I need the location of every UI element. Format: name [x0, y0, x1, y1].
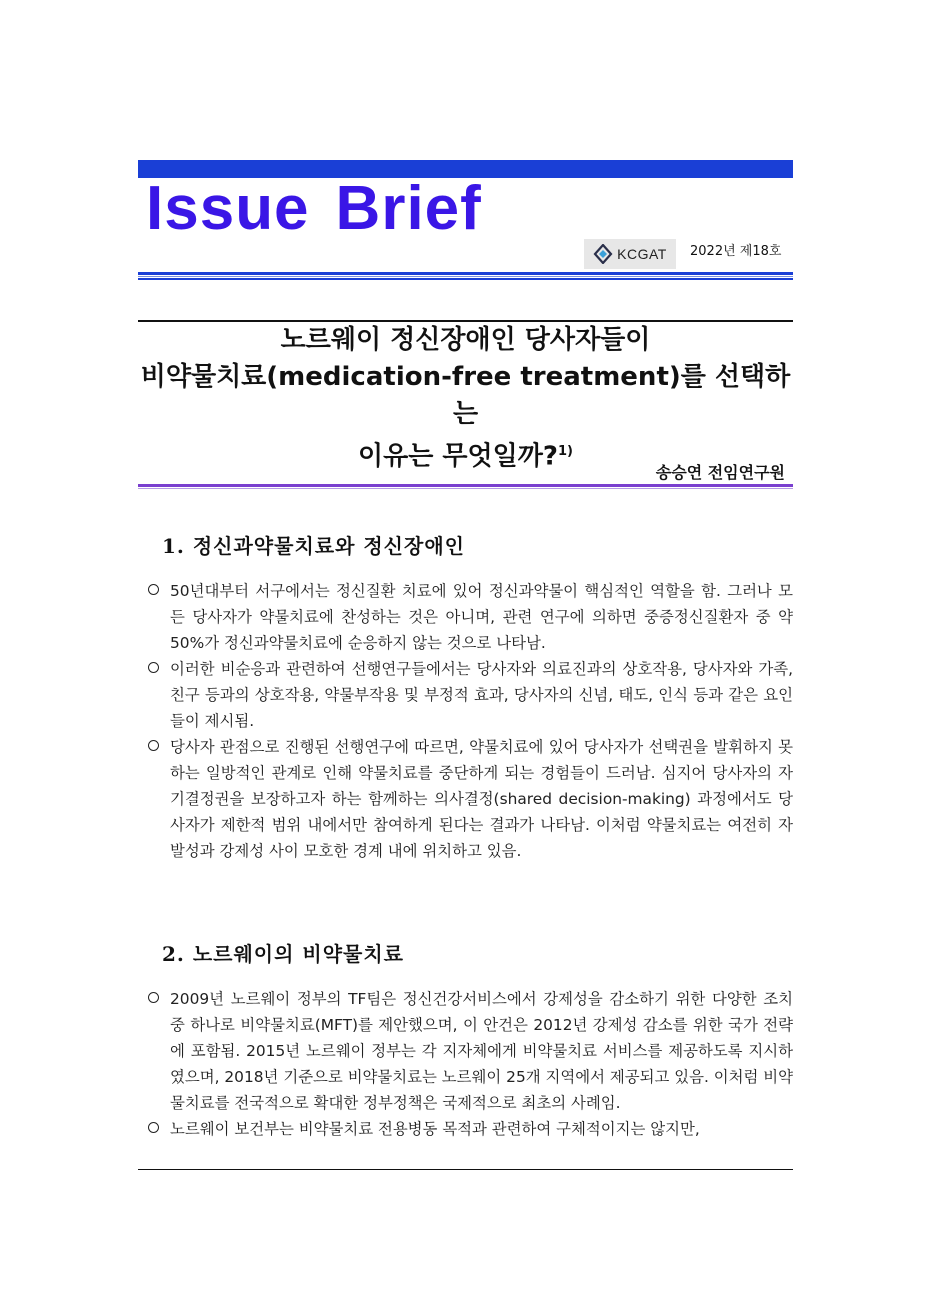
kcgat-logo-icon	[593, 244, 613, 264]
author-divider	[138, 484, 793, 487]
section-2-bullets	[138, 986, 793, 1142]
issue-number: 2022년 제18호	[690, 244, 782, 259]
circle-bullet-icon	[148, 740, 159, 751]
issue-brief-title	[146, 174, 482, 244]
list-item	[138, 986, 793, 1116]
bullet-text: 노르웨이 보건부는 비약물치료 전용병동 목적과 관련하여 구체적이지는 않지만,	[170, 1120, 700, 1138]
bullet-text: 당사자 관점으로 진행된 선행연구에 따르면, 약물치료에 있어 당사자가 선택권을 발휘하지 못하는 일방적인 관계로 인해 약물치료를 중단하게 되는 경험들이 드러남. 심지어 당사자의 자기결정권을 보장하고자 하는 함께하는 의사결정(shared decision-making) 과정에서도 당사자가 제한적 범위 내에서만 참여하게 된다는 결과가 나타남. 이처럼 약물치료는 여전히 자발성과 강제성 사이 모호한 경계 내에 위치하고 있음.	[170, 738, 793, 860]
list-item	[138, 578, 793, 656]
brand-title-word-2: Brief	[335, 174, 482, 243]
bullet-text: 50년대부터 서구에서는 정신질환 치료에 있어 정신과약물이 핵심적인 역할을 함. 그러나 모든 당사자가 약물치료에 찬성하는 것은 아니며, 관련 연구에 의하면 중증정신질환자 중 약 50%가 정신과약물치료에 순응하지 않는 것으로 나타남.	[170, 582, 793, 652]
circle-bullet-icon	[148, 662, 159, 673]
list-item	[138, 1116, 793, 1142]
header-rule-bottom	[138, 278, 793, 280]
kcgat-logo	[584, 239, 676, 269]
section-heading-1: 1. 정신과약물치료와 정신장애인	[162, 534, 465, 558]
author-name: 송승연 전임연구원	[655, 463, 785, 482]
bullet-text: 이러한 비순응과 관련하여 선행연구들에서는 당사자와 의료진과의 상호작용, 당사자와 가족, 친구 등과의 상호작용, 약물부작용 및 부정적 효과, 당사자의 신념, 태도, 인식 등과 같은 요인들이 제시됨.	[170, 660, 793, 730]
bullet-text: 2009년 노르웨이 정부의 TF팀은 정신건강서비스에서 강제성을 감소하기 위한 다양한 조치 중 하나로 비약물치료(MFT)를 제안했으며, 이 안건은 2012년 강제성 감소를 위한 국가 전략에 포함됨. 2015년 노르웨이 정부는 각 지자체에게 비약물치료 서비스를 제공하도록 지시하였으며, 2018년 기준으로 비약물치료는 노르웨이 25개 지역에서 제공되고 있음. 이처럼 비약물치료를 전국적으로 확대한 정부정책은 국제적으로 최초의 사례임.	[170, 990, 793, 1112]
list-item	[138, 656, 793, 734]
brand-title-word-1: Issue	[146, 174, 310, 243]
circle-bullet-icon	[148, 992, 159, 1003]
list-item	[138, 734, 793, 864]
circle-bullet-icon	[148, 584, 159, 595]
title-line-2: 비약물치료(medication-free treatment)를 선택하는	[140, 362, 791, 429]
header-rule	[138, 272, 793, 275]
title-line-3-text: 이유는 무엇일까?	[358, 441, 558, 472]
title-line-1: 노르웨이 정신장애인 당사자들이	[280, 325, 651, 355]
footnote-mark: 1)	[557, 444, 573, 459]
page-bottom-rule	[138, 1169, 793, 1170]
report-title	[138, 322, 793, 476]
header-rule-thin	[138, 276, 793, 277]
section-heading-2: 2. 노르웨이의 비약물치료	[162, 942, 405, 966]
circle-bullet-icon	[148, 1122, 159, 1133]
logo-text: KCGAT	[617, 246, 667, 262]
section-1-bullets	[138, 578, 793, 864]
author-divider-thin	[138, 488, 793, 489]
